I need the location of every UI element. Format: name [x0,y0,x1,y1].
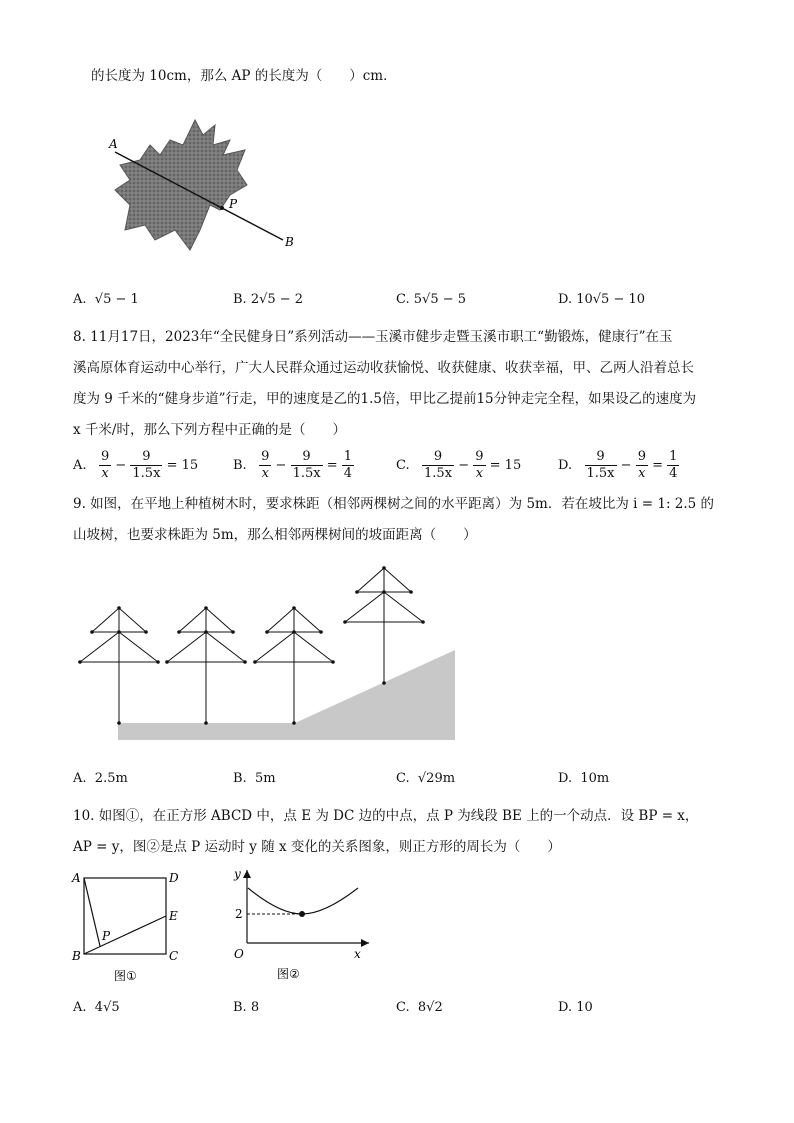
q7-option-c[interactable]: C. 5√5 − 5 [396,292,467,307]
q8-option-b[interactable]: B. $\frac{9}{x}$ − $\frac{9}{1.5x}$ = $\frac{1}{4}$ [233,449,353,481]
q10-option-a[interactable]: A. 4√5 [73,1000,120,1015]
tree-2 [167,608,245,723]
y-axis-arrow [243,870,251,878]
tree-4 [345,568,423,683]
fig2-caption: 图② [277,967,300,981]
q8-line-3: 度为 9 千米的“健身步道”行走，甲的速度是乙的1.5倍，甲比乙提前15分钟走完全程，如果设乙的速度为 [73,391,697,407]
leaf-figure [105,110,305,260]
q9-line-2: 山坡树，也要求株距为 5m，那么相邻两棵树间的坡面距离（ ） [73,527,477,543]
label-p: P [229,197,238,211]
label-b: B [285,235,294,249]
x-axis-arrow [361,939,369,947]
q9-line-1: 9. 如图，在平地上种植树木时，要求株距（相邻两棵树之间的水平距离）为 5m．若在坡比为 i = 1: 2.5 的 [73,496,715,512]
square-abcd [84,878,166,954]
fig1-label-e: E [169,909,178,923]
tree-1 [80,608,158,723]
leaf-shape [115,120,247,250]
q8-line-1: 8. 11月17日，2023年“全民健身日”系列活动——玉溪市健步走暨玉溪市职工“勤锻炼，健康行”在玉 [73,329,673,345]
fig2-label-y: y [234,867,241,881]
q8-line-4: x 千米/时，那么下列方程中正确的是（ ） [73,422,346,438]
q10-line-1: 10. 如图①，在正方形 ABCD 中，点 E 为 DC 边的中点，点 P 为线段 BE 上的一个动点．设 BP = x， [73,808,699,824]
q10-option-b[interactable]: B. 8 [233,1000,260,1015]
q9-option-a[interactable]: A. 2.5m [73,771,128,786]
point-p [220,206,224,210]
min-point [299,911,305,917]
segment-be [84,916,166,954]
q8-line-2: 溪高原体育运动中心举行，广大人民群众通过运动收获愉悦、收获健康、收获幸福，甲、乙两人沿着总长 [73,360,694,376]
segment-ap [84,878,100,946]
fig2-label-o: O [234,947,244,961]
fig1-label-d: D [169,871,179,885]
q10-option-c[interactable]: C. 8√2 [396,1000,443,1015]
fig1-label-a: A [72,871,81,885]
q10-line-2: AP = y，图②是点 P 运动时 y 随 x 变化的关系图象，则正方形的周长为（ ） [73,839,561,855]
q8-option-d[interactable]: D. $\frac{9}{1.5x}$ − $\frac{9}{x}$ = $\frac{1}{4}$ [558,449,678,481]
curve [248,888,358,914]
figure-2-graph [225,866,375,986]
fig2-label-2: 2 [235,907,243,921]
q9-option-b[interactable]: B. 5m [233,771,276,786]
q10-option-d[interactable]: D. 10 [558,1000,593,1015]
fig1-label-b: B [72,949,81,963]
fig1-caption: 图① [114,969,137,983]
q8-option-c[interactable]: C. $\frac{9}{1.5x}$ − $\frac{9}{x}$ = 15 [396,449,522,481]
figure-1-square [68,868,188,986]
q9-option-c[interactable]: C. √29m [396,771,456,786]
q9-option-d[interactable]: D. 10m [558,771,610,786]
q7-option-a[interactable]: A. √5 − 1 [73,292,139,307]
ground-slope [118,650,455,740]
q8-option-a[interactable]: A. $\frac{9}{x}$ − $\frac{9}{1.5x}$ = 15 [73,449,199,481]
question-7-tail: 的长度为 10cm，那么 AP 的长度为（ ）cm． [91,68,397,84]
fig1-label-p: P [102,929,111,943]
trees-figure [75,560,465,745]
tree-3 [255,608,333,723]
q7-option-d[interactable]: D. 10√5 − 10 [558,292,646,307]
label-a: A [109,137,118,151]
q7-option-b[interactable]: B. 2√5 − 2 [233,292,304,307]
fig1-label-c: C [169,949,179,963]
fig2-label-x: x [354,947,361,961]
